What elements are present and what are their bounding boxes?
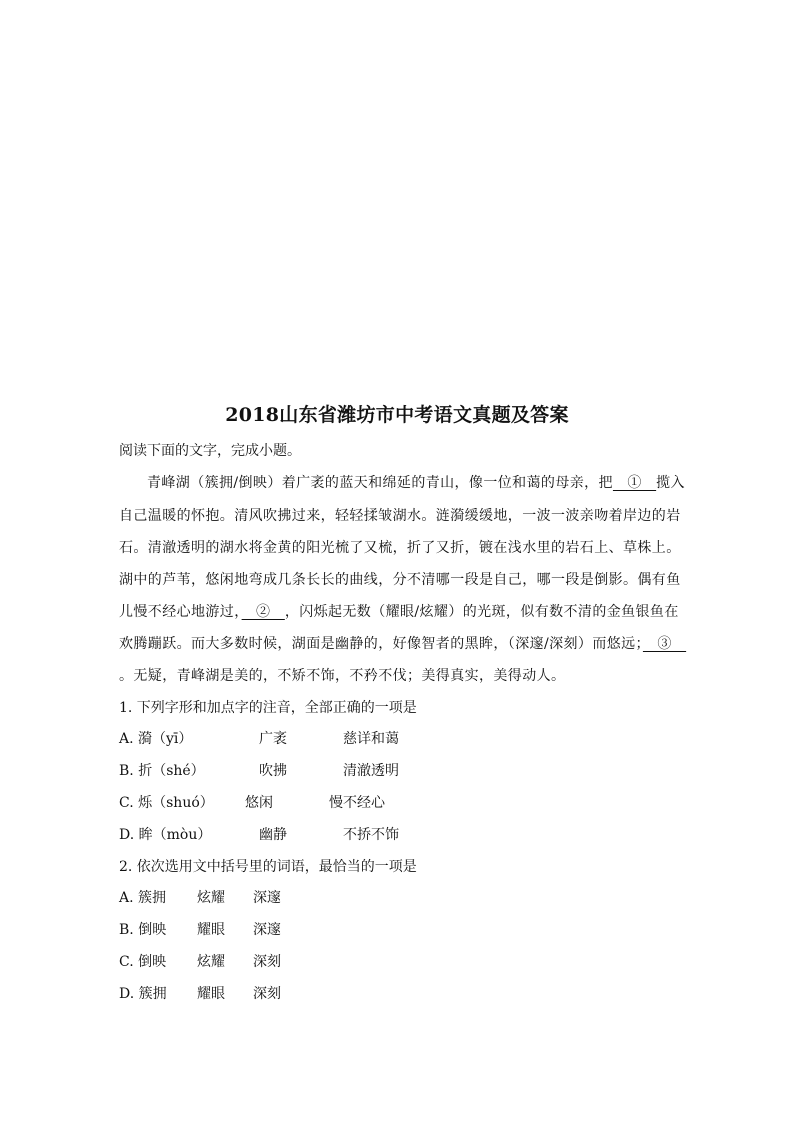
document-title: 2018山东省潍坊市中考语文真题及答案 — [225, 404, 569, 426]
option-label: B. 倒映 — [119, 922, 167, 938]
option-label: C. 烁（shuó） — [119, 795, 214, 811]
option-word: 深邃 — [253, 922, 281, 938]
option-word: 深邃 — [253, 890, 281, 906]
option-word: 深刻 — [253, 954, 281, 970]
passage-text: ，闪烁起无数（耀眼/炫耀）的光斑，似有数不清的金鱼银鱼在 — [284, 604, 679, 620]
option-label: D. 簇拥 — [119, 986, 167, 1002]
option-word: 幽静 — [259, 827, 287, 843]
passage-line-6 — [119, 634, 686, 654]
passage-text: 儿慢不经心地游过， — [119, 604, 242, 620]
passage-line-3: 石。清澈透明的湖水将金黄的阳光梳了又梳，折了又折，镀在浅水里的岩石上、草株上。 — [119, 540, 681, 556]
passage-line-1 — [147, 473, 685, 493]
option-word: 清澈透明 — [343, 763, 399, 779]
option-word: 吹拂 — [259, 763, 287, 779]
blank-1: ① — [612, 475, 657, 491]
option-label: A. 漪（yī） — [119, 731, 193, 747]
passage-line-4: 湖中的芦苇，悠闲地弯成几条长长的曲线，分不清哪一段是自己，哪一段是倒影。偶有鱼 — [119, 572, 681, 588]
passage-line-7: 。无疑，青峰湖是美的，不矫不饰，不矜不伐；美得真实，美得动人。 — [119, 668, 566, 684]
passage-line-5 — [119, 602, 679, 622]
passage-text: 揽入 — [656, 475, 685, 491]
blank-3: ③ — [642, 636, 687, 652]
option-word: 深刻 — [253, 986, 281, 1002]
option-label: A. 簇拥 — [119, 890, 167, 906]
option-word: 悠闲 — [245, 795, 273, 811]
option-word: 慢不经心 — [329, 795, 385, 811]
option-label: D. 眸（mòu） — [119, 827, 212, 843]
option-word: 炫耀 — [197, 890, 225, 906]
question-1-stem: 1. 下列字形和加点字的注音，全部正确的一项是 — [119, 700, 417, 716]
option-label: C. 倒映 — [119, 954, 167, 970]
option-label: B. 折（shé） — [119, 763, 205, 779]
passage-text: 青峰湖（簇拥/倒映）着广袤的蓝天和绵延的青山，像一位和蔼的母亲，把 — [147, 475, 613, 491]
question-2-stem: 2. 依次选用文中括号里的词语，最恰当的一项是 — [119, 859, 417, 875]
passage-text: 欢腾蹦跃。而大多数时候，湖面是幽静的，好像智者的黑眸，（深邃/深刻）而悠远； — [119, 636, 643, 652]
option-word: 炫耀 — [197, 954, 225, 970]
reading-instruction: 阅读下面的文字，完成小题。 — [119, 443, 301, 459]
option-word: 广袤 — [259, 731, 287, 747]
passage-line-2: 自己温暖的怀抱。清风吹拂过来，轻轻揉皱湖水。涟漪缓缓地，一波一波亲吻着岸边的岩 — [119, 508, 681, 524]
option-word: 慈详和蔼 — [343, 731, 399, 747]
option-word: 耀眼 — [197, 986, 225, 1002]
option-word: 耀眼 — [197, 922, 225, 938]
blank-2: ② — [241, 604, 285, 620]
option-word: 不挢不饰 — [343, 827, 399, 843]
